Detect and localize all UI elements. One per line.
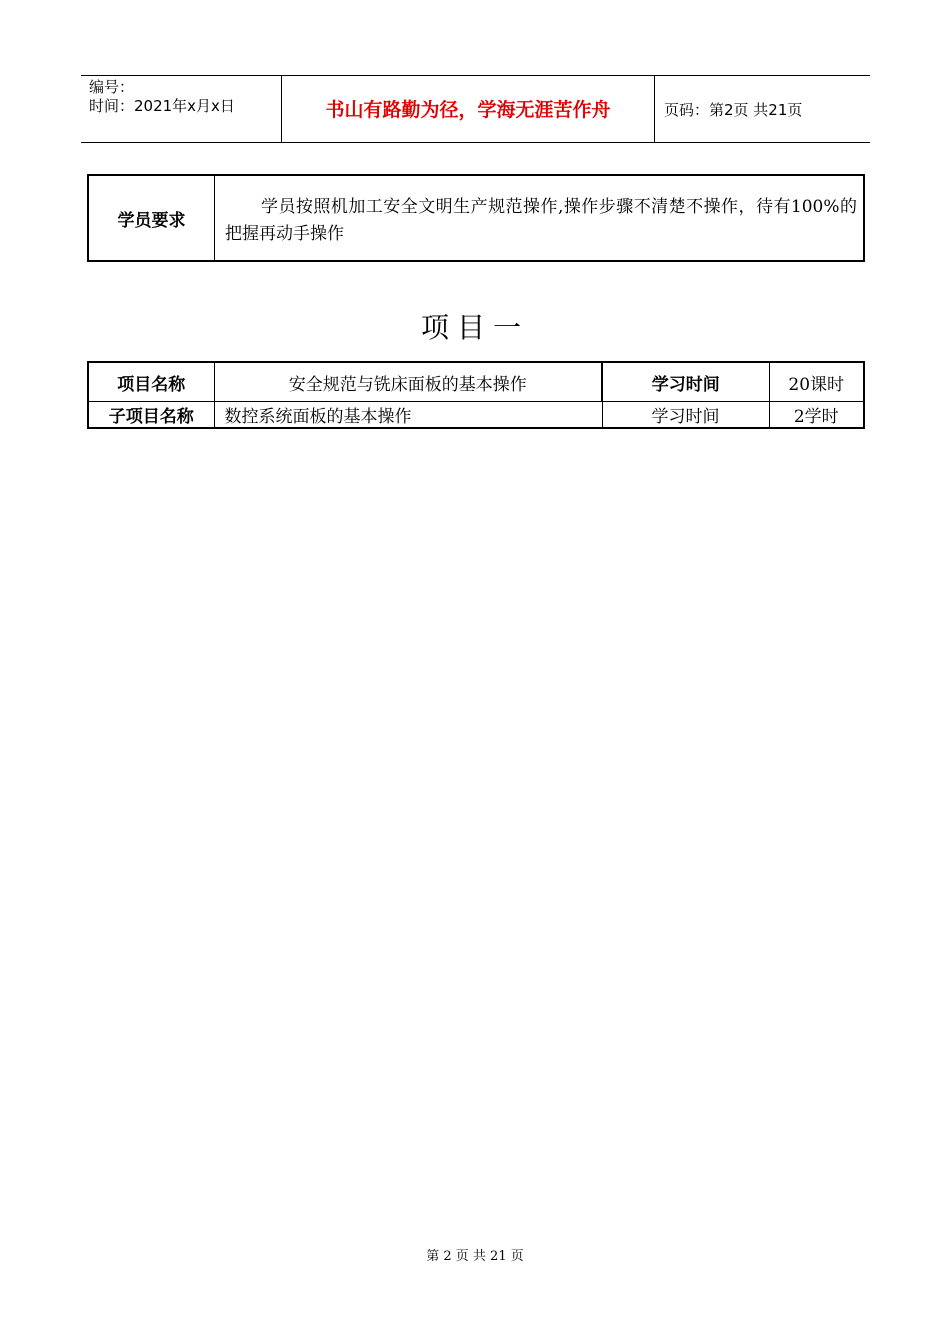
project-name-label: 项目名称 [88,362,214,402]
header-divider-right [654,75,655,143]
section-title: 项目一 [420,311,529,344]
header-page-label: 页码：第2页 共21页 [664,101,803,119]
subproject-time-label: 学习时间 [602,402,769,429]
header-bottom-rule [81,142,870,143]
requirement-label: 学员要求 [117,210,186,231]
requirement-box [87,174,865,262]
project-name-value: 安全规范与铣床面板的基本操作 [214,362,602,402]
subproject-name-label: 子项目名称 [88,402,214,429]
table-row [88,402,864,429]
requirement-text: 学员按照机加工安全文明生产规范操作,操作步骤不清楚不操作，待有100%的把握再动手操作 [225,197,857,244]
header-motto: 书山有路勤为径，学海无涯苦作舟 [325,99,611,121]
table-row [88,362,864,402]
requirement-divider [214,176,215,260]
page-footer: 第 2 页 共 21 页 [426,1249,524,1264]
study-time-label: 学习时间 [602,362,769,402]
subproject-time-value: 2学时 [769,402,864,429]
header-top-rule [81,75,870,76]
subproject-name-value: 数控系统面板的基本操作 [214,402,602,429]
doc-time-label: 时间：2021年x月x日 [89,97,235,115]
doc-number-label: 编号： [89,78,135,96]
study-time-value: 20课时 [769,362,864,402]
project-table [87,361,865,429]
